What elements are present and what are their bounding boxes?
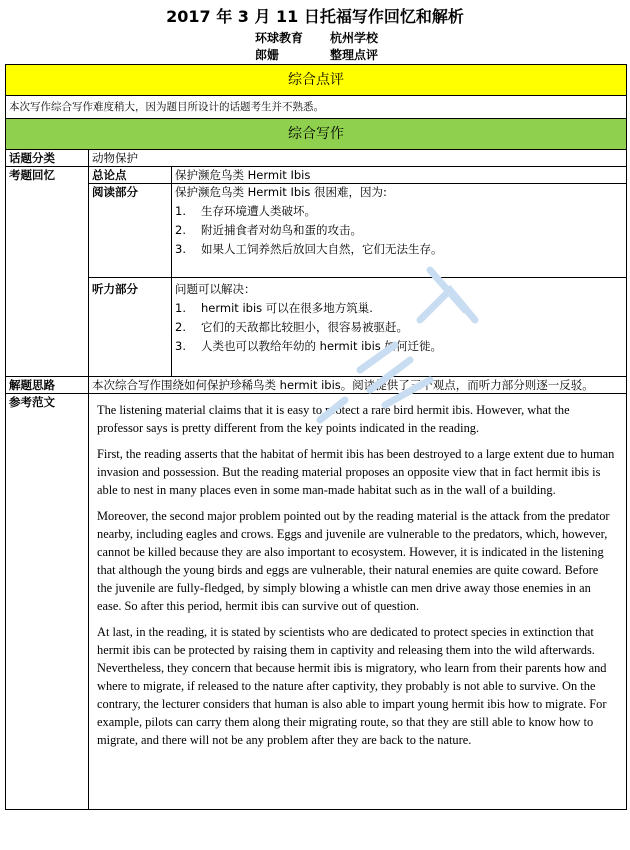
list-item <box>175 221 623 240</box>
item-number: 3. <box>175 242 186 256</box>
reading-label: 阅读部分 <box>89 184 172 278</box>
list-item <box>175 337 623 356</box>
sample-essay <box>92 394 623 749</box>
category-label: 话题分类 <box>6 150 89 167</box>
item-number: 3. <box>175 339 186 353</box>
list-item <box>175 318 623 337</box>
sample-label: 参考范文 <box>6 394 89 810</box>
item-number: 2. <box>175 320 186 334</box>
thesis-value: 保护濒危鸟类 Hermit Ibis <box>172 167 627 184</box>
listening-intro: 问题可以解决： <box>175 282 256 296</box>
author-role: 整理点评 <box>330 48 379 62</box>
listening-cell <box>172 278 627 377</box>
essay-paragraph: The listening material claims that it is easy to protect a rare bird hermit ibis. However, what the professor says is pretty different from the key points indicated in the reading. <box>97 403 570 435</box>
approach-label: 解题思路 <box>6 377 89 394</box>
approach-text: 本次综合写作围绕如何保护珍稀鸟类 hermit ibis。阅读提供了三个观点，而听力部分则逐一反驳。 <box>89 377 627 394</box>
item-text: 生存环境遭人类破坏。 <box>201 204 316 218</box>
item-text: 人类也可以教给年幼的 hermit ibis 如何迁徙。 <box>201 339 442 353</box>
essay-paragraph: At last, in the reading, it is stated by scientists who are dedicated to protect species in extinction that hermit ibis can be protected by raising them in captivity and releasing them into the wild afterwards. Nevertheless, they concern that because hermit ibis is migratory, who learn from their parents how and where to migrate, if released to the nature after captivity, they probably is not able to survive. On the contrary, the lecturer considers that human is also able to impart young hermit ibis how to migrate. For example, pilots can carry them along their migrating route, so that they are still able to know how to migrate, and there will not be any problem after they are back to the nature. <box>97 625 607 747</box>
recall-label: 考题回忆 <box>6 167 89 377</box>
item-text: 它们的天敌都比较胆小，很容易被驱赶。 <box>201 320 408 334</box>
writing-table <box>5 64 627 810</box>
essay-paragraph: First, the reading asserts that the habitat of hermit ibis has been destroyed to a large extent due to human invasion and possession. But the reading material proposes an opposite view that in fact hermit ibis is able to nest in many places even in some man-made habitat such as in the wall of a building. <box>97 447 615 497</box>
review-text: 本次写作综合写作难度稍大，因为题目所设计的话题考生并不熟悉。 <box>6 96 627 119</box>
item-number: 1. <box>175 204 186 218</box>
item-text: 如果人工饲养然后放回大自然，它们无法生存。 <box>201 242 443 256</box>
item-text: hermit ibis 可以在很多地方筑巢. <box>201 301 373 315</box>
thesis-label: 总论点 <box>89 167 172 184</box>
listening-label: 听力部分 <box>89 278 172 377</box>
essay-paragraph: Moreover, the second major problem pointed out by the reading material is the attack from the predator nearby, including eagles and crows. Eggs and juvenile are vulnerable to the predators, which, however, cannot be killed because they are also important to ecosystem. However, it is indicated in the listening that although the young birds and eggs are vulnerable, their natural enemies are quite coward. Before the juvenile are fully-fledged, by simply blowing a whistle can men drive away those enemies in an ease. So after this period, hermit ibis can survive out of question. <box>97 509 610 613</box>
integrated-heading: 综合写作 <box>6 119 627 150</box>
school-name: 杭州学校 <box>330 31 379 45</box>
reading-cell <box>172 184 627 278</box>
list-item <box>175 202 623 221</box>
author-name: 郎姗 <box>255 48 280 62</box>
item-number: 2. <box>175 223 186 237</box>
item-text: 附近捕食者对幼鸟和蛋的攻击。 <box>201 223 362 237</box>
document-title: 2017 年 3 月 11 日托福写作回忆和解析 <box>166 7 464 26</box>
category-value: 动物保护 <box>89 150 627 167</box>
review-heading: 综合点评 <box>6 65 627 96</box>
item-number: 1. <box>175 301 186 315</box>
listening-points <box>175 299 623 356</box>
list-item <box>175 299 623 318</box>
org-name: 环球教育 <box>255 31 304 45</box>
list-item <box>175 240 623 259</box>
reading-points <box>175 202 623 259</box>
reading-intro: 保护濒危鸟类 Hermit Ibis 很困难，因为: <box>175 185 387 199</box>
sample-cell <box>89 394 627 810</box>
